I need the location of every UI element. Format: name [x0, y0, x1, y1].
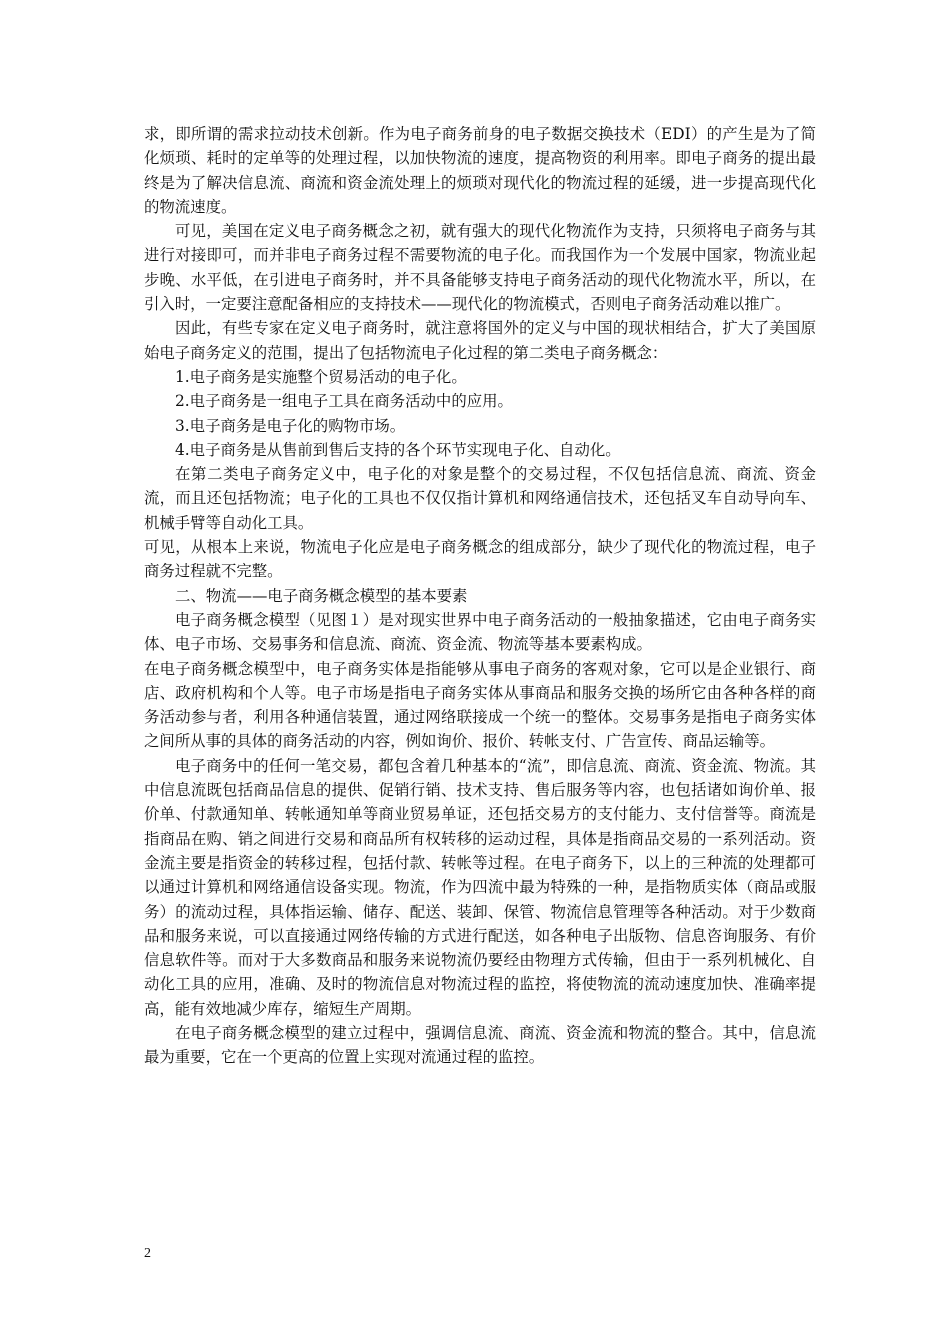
paragraph: 可见，美国在定义电子商务概念之初，就有强大的现代化物流作为支持，只须将电子商务与其进行对接即可，而并非电子商务过程不需要物流的电子化。而我国作为一个发展中国家，物流业起步晚、水平低，在引进电子商务时，并不具备能够支持电子商务活动的现代化物流水平，所以，在引入时，一定要注意配备相应的支持技术——现代化的物流模式，否则电子商务活动难以推广。 [144, 222, 816, 314]
paragraph: 求，即所谓的需求拉动技术创新。作为电子商务前身的电子数据交换技术（EDI）的产生是为了简化烦琐、耗时的定单等的处理过程，以加快物流的速度，提高物资的利用率。即电子商务的提出最终是为了解决信息流、商流和资金流处理上的烦琐对现代化的物流过程的延缓，进一步提高现代化的物流速度。 [144, 125, 816, 216]
page-number: 2 [144, 1246, 151, 1261]
paragraph: 在电子商务概念模型的建立过程中，强调信息流、商流、资金流和物流的整合。其中，信息流最为重要，它在一个更高的位置上实现对流通过程的监控。 [144, 1023, 816, 1067]
list-item: 4.电子商务是从售前到售后支持的各个环节实现电子化、自动化。 [175, 440, 621, 459]
paragraph: 电子商务中的任何一笔交易，都包含着几种基本的“流”，即信息流、商流、资金流、物流。其中信息流既包括商品信息的提供、促销行销、技术支持、售后服务等内容，也包括诸如询价单、报价单、付款通知单、转帐通知单等商业贸易单证，还包括交易方的支付能力、支付信誉等。商流是指商品在购、销之间进行交易和商品所有权转移的运动过程，具体是指商品交易的一系列活动。资金流主要是指资金的转移过程，包括付款、转帐等过程。在电子商务下，以上的三种流的处理都可以通过计算机和网络通信设备实现。物流，作为四流中最为特殊的一种，是指物质实体（商品或服务）的流动过程，具体指运输、储存、配送、装卸、保管、物流信息管理等各种活动。对于少数商品和服务来说，可以直接通过网络传输的方式进行配送，如各种电子出版物、信息咨询服务、有价信息软件等。而对于大多数商品和服务来说物流仍要经由物理方式传输，但由于一系列机械化、自动化工具的应用，准确、及时的物流信息对物流过程的监控，将使物流的流动速度加快、准确率提高，能有效地减少库存，缩短生产周期。 [144, 756, 816, 1018]
paragraph: 电子商务概念模型（见图１）是对现实世界中电子商务活动的一般抽象描述，它由电子商务实体、电子市场、交易事务和信息流、商流、资金流、物流等基本要素构成。 [144, 610, 816, 654]
paragraph: 在第二类电子商务定义中，电子化的对象是整个的交易过程，不仅包括信息流、商流、资金流，而且还包括物流；电子化的工具也不仅仅指计算机和网络通信技术，还包括叉车自动导向车、机械手臂等自动化工具。 [144, 465, 816, 532]
list-item: 2.电子商务是一组电子工具在商务活动中的应用。 [175, 392, 513, 411]
paragraph: 在电子商务概念模型中，电子商务实体是指能够从事电子商务的客观对象，它可以是企业银行、商店、政府机构和个人等。电子市场是指电子商务实体从事商品和服务交换的场所它由各种各样的商务活动参与者，利用各种通信装置，通过网络联接成一个统一的整体。交易事务是指电子商务实体之间所从事的具体的商务活动的内容，例如询价、报价、转帐支付、广告宣传、商品运输等。 [144, 659, 816, 751]
paragraph: 因此，有些专家在定义电子商务时，就注意将国外的定义与中国的现状相结合，扩大了美国原始电子商务定义的范围，提出了包括物流电子化过程的第二类电子商务概念： [144, 319, 816, 362]
section-heading: 二、物流——电子商务概念模型的基本要素 [175, 586, 468, 605]
list-item: 1.电子商务是实施整个贸易活动的电子化。 [175, 367, 467, 386]
paragraph: 可见，从根本上来说，物流电子化应是电子商务概念的组成部分，缺少了现代化的物流过程，电子商务过程就不完整。 [144, 538, 816, 581]
body-text [144, 122, 816, 1070]
list-item: 3.电子商务是电子化的购物市场。 [175, 416, 406, 435]
